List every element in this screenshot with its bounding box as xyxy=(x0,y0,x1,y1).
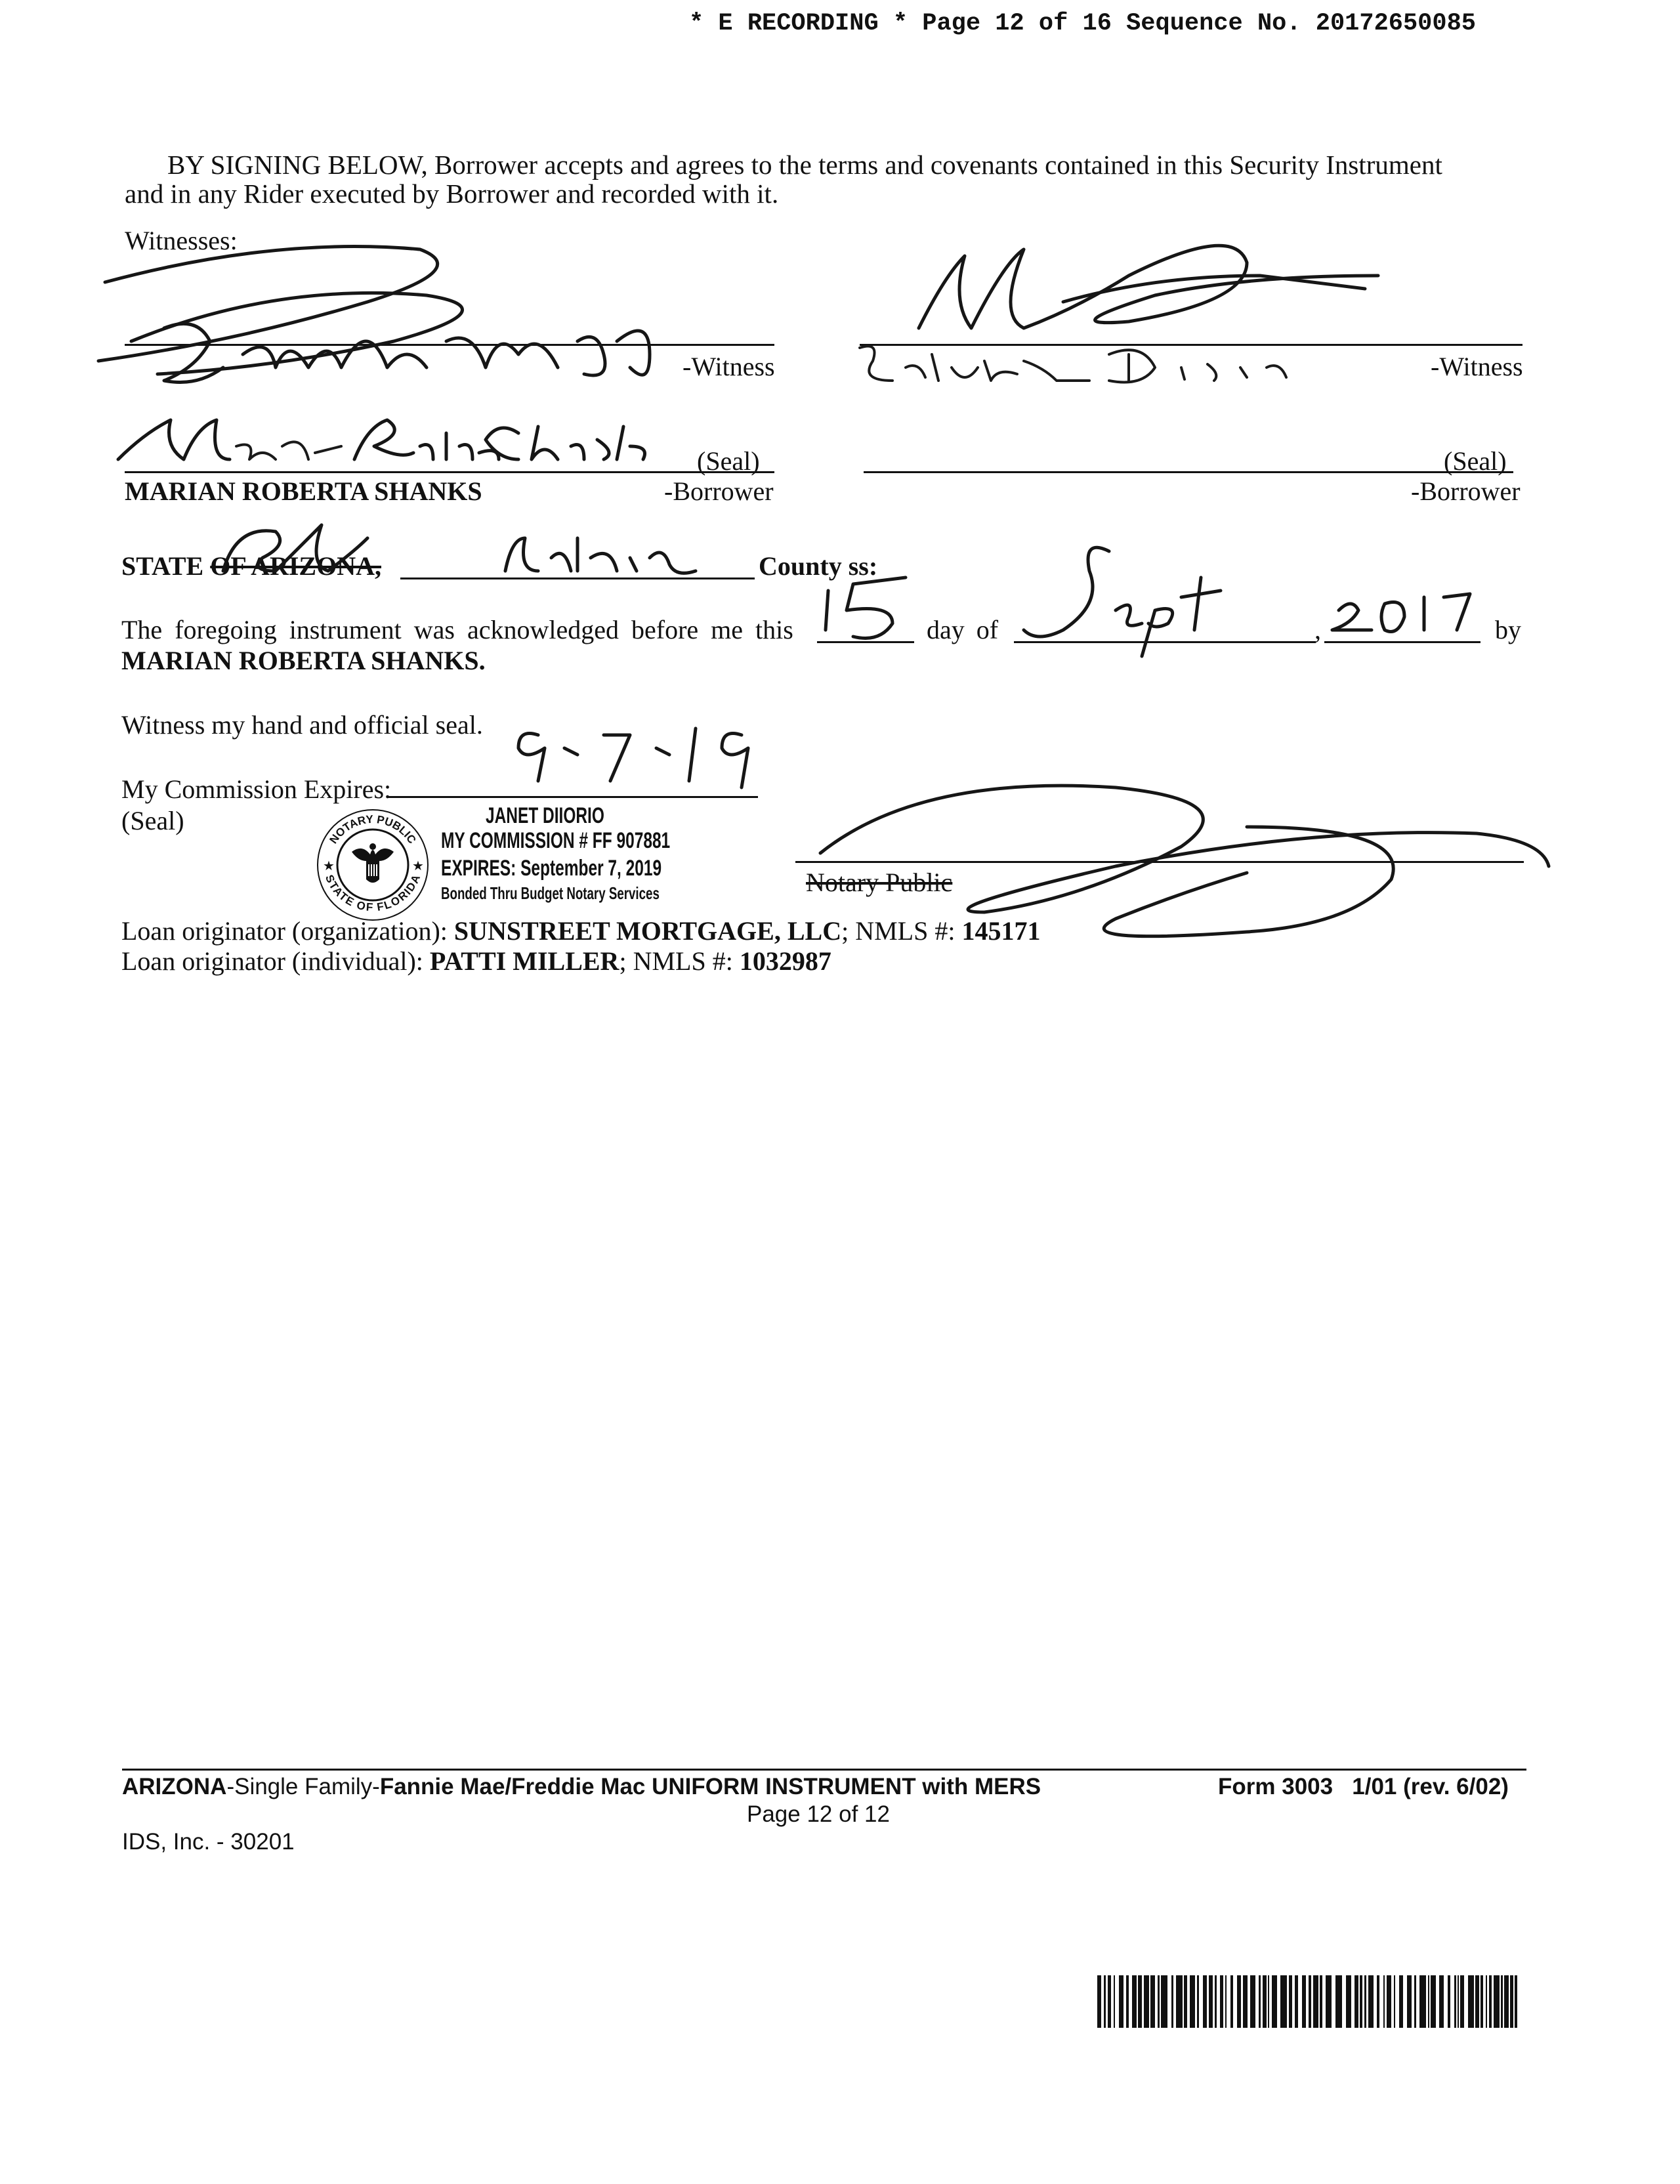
svg-text:★: ★ xyxy=(412,859,424,873)
org-nmls: 145171 xyxy=(961,916,1041,946)
barcode-bar xyxy=(1237,1975,1241,2028)
barcode-bar xyxy=(1458,1975,1459,2028)
footer-instrument: Fannie Mae/Freddie Mac UNIFORM INSTRUMENT with MERS xyxy=(379,1774,1041,1799)
stamp-commission: MY COMMISSION # FF 907881 xyxy=(441,828,671,853)
acknowledged-name: MARIAN ROBERTA SHANKS. xyxy=(121,646,486,675)
barcode-bar xyxy=(1480,1975,1483,2028)
day-of-text: day of xyxy=(927,615,999,644)
barcode-bar xyxy=(1184,1975,1187,2028)
barcode-bar xyxy=(1494,1975,1500,2028)
barcode-bar xyxy=(1150,1975,1155,2028)
barcode-bar xyxy=(1097,1975,1101,2028)
svg-text:★: ★ xyxy=(323,859,335,873)
barcode-bar xyxy=(1144,1975,1149,2028)
stamp-expires: EXPIRES: September 7, 2019 xyxy=(441,856,662,881)
ind-nmls-label: ; NMLS #: xyxy=(619,946,740,976)
borrower-seal-right: (Seal) xyxy=(1444,446,1507,476)
commission-expires-label: My Commission Expires: xyxy=(121,774,392,804)
barcode-bar xyxy=(1158,1975,1160,2028)
handwritten-day xyxy=(826,578,906,639)
barcode-bar xyxy=(1354,1975,1358,2028)
barcode-bar xyxy=(1114,1975,1115,2028)
witness-hand-text: Witness my hand and official seal. xyxy=(121,710,483,740)
by-text: by xyxy=(1495,615,1521,644)
barcode-bar xyxy=(1460,1975,1464,2028)
barcode-bar xyxy=(1243,1975,1248,2028)
barcode-bar xyxy=(1414,1975,1416,2028)
footer-state: ARIZONA xyxy=(122,1774,227,1799)
borrower-label-left: -Borrower xyxy=(664,476,774,506)
barcode-bar xyxy=(1313,1975,1318,2028)
footer-rule xyxy=(122,1769,1526,1771)
barcode-bar xyxy=(1326,1975,1332,2028)
barcode-bar xyxy=(1407,1975,1412,2028)
barcode-bar xyxy=(1468,1975,1474,2028)
witness-label-right: -Witness xyxy=(1431,352,1523,381)
witness-1-signature xyxy=(98,247,650,383)
barcode-bar xyxy=(1302,1975,1306,2028)
recording-header: * E RECORDING * Page 12 of 16 Sequence No. 20172650085 xyxy=(689,10,1476,37)
barcode-bar xyxy=(1215,1975,1217,2028)
barcode-bar xyxy=(1104,1975,1106,2028)
barcode-bar xyxy=(1510,1975,1513,2028)
barcode-bar xyxy=(1161,1975,1167,2028)
notary-signature xyxy=(820,786,1549,936)
barcode-bar xyxy=(1171,1975,1173,2028)
barcode-bar xyxy=(1489,1975,1492,2028)
notary-public-label: Notary Public xyxy=(806,868,953,897)
barcode-bar xyxy=(1501,1975,1503,2028)
barcode-bar xyxy=(1197,1975,1199,2028)
barcode-bar xyxy=(1335,1975,1342,2028)
ind-nmls: 1032987 xyxy=(739,946,831,976)
barcode-bar xyxy=(1428,1975,1429,2028)
barcode-bar xyxy=(1486,1975,1487,2028)
barcode-bar xyxy=(1225,1975,1227,2028)
borrower-name: MARIAN ROBERTA SHANKS xyxy=(125,476,482,506)
barcode-bar xyxy=(1230,1975,1233,2028)
ind-name: PATTI MILLER xyxy=(429,946,620,976)
ind-label: Loan originator (individual): xyxy=(121,946,430,976)
state-struck: OF ARIZONA, xyxy=(210,551,381,581)
barcode-bar xyxy=(1360,1975,1362,2028)
barcode-bar xyxy=(1377,1975,1379,2028)
comma-text: , xyxy=(1314,615,1321,644)
barcode-bar xyxy=(1346,1975,1351,2028)
handwritten-month xyxy=(1024,547,1221,656)
intro-line-2: and in any Rider executed by Borrower and recorded with it. xyxy=(125,178,779,209)
seal-bottom-text: STATE OF FLORIDA xyxy=(322,873,423,914)
barcode-bar xyxy=(1295,1975,1298,2028)
seal-top-text: NOTARY PUBLIC xyxy=(327,812,419,847)
borrower-label-right: -Borrower xyxy=(1411,476,1521,506)
barcode-bar xyxy=(1387,1975,1391,2028)
org-name: SUNSTREET MORTGAGE, LLC xyxy=(453,916,842,946)
barcode-bar xyxy=(1108,1975,1111,2028)
acknowledged-text: The foregoing instrument was acknowledged before me this xyxy=(121,615,793,644)
barcode-bar xyxy=(1209,1975,1213,2028)
barcode-bar xyxy=(1399,1975,1403,2028)
barcode-bar xyxy=(1126,1975,1129,2028)
barcode-bar xyxy=(1289,1975,1292,2028)
barcode-bar xyxy=(1383,1975,1385,2028)
barcode-bar xyxy=(1504,1975,1509,2028)
footer-ids: IDS, Inc. - 30201 xyxy=(122,1829,295,1855)
witness-label-left: -Witness xyxy=(682,352,775,381)
barcode-bar xyxy=(1268,1975,1269,2028)
barcode-bar xyxy=(1439,1975,1444,2028)
barcode-bar xyxy=(1119,1975,1124,2028)
barcode-bar xyxy=(1259,1975,1261,2028)
barcode-bar xyxy=(1263,1975,1267,2028)
barcode-bar xyxy=(1419,1975,1426,2028)
borrower-signature xyxy=(118,420,645,459)
state-prefix: STATE xyxy=(121,551,211,581)
footer-form: Form 3003 1/01 (rev. 6/02) xyxy=(1218,1774,1509,1799)
stamp-bonded: Bonded Thru Budget Notary Services xyxy=(441,883,660,903)
barcode-bar xyxy=(1431,1975,1436,2028)
notary-seal-label: (Seal) xyxy=(121,806,184,835)
footer-single-family: -Single Family- xyxy=(226,1774,380,1799)
barcode-bar xyxy=(1272,1975,1277,2028)
witnesses-heading: Witnesses: xyxy=(125,226,238,255)
barcode-bar xyxy=(1280,1975,1287,2028)
barcode-bar xyxy=(1176,1975,1183,2028)
footer-title xyxy=(122,1773,1041,1801)
handwritten-year xyxy=(1332,594,1470,632)
intro-line-1: BY SIGNING BELOW, Borrower accepts and agrees to the terms and covenants contained in this Security Instrument xyxy=(167,150,1442,180)
barcode-bar xyxy=(1364,1975,1366,2028)
handwritten-expiry xyxy=(518,728,748,788)
barcode-bar xyxy=(1190,1975,1195,2028)
barcode-bar xyxy=(1250,1975,1255,2028)
barcode-bar xyxy=(1138,1975,1142,2028)
org-label: Loan originator (organization): xyxy=(121,916,454,946)
borrower-seal-left: (Seal) xyxy=(697,446,760,476)
barcode-bar xyxy=(1203,1975,1207,2028)
witness-2-signature xyxy=(860,245,1378,382)
barcode-bar xyxy=(1320,1975,1322,2028)
barcode-bar xyxy=(1368,1975,1374,2028)
barcode-bar xyxy=(1394,1975,1395,2028)
barcode-bar xyxy=(1309,1975,1311,2028)
barcode-bar xyxy=(1448,1975,1450,2028)
county-label: County ss: xyxy=(759,551,878,581)
org-nmls-label: ; NMLS #: xyxy=(841,916,962,946)
footer-page: Page 12 of 12 xyxy=(747,1801,890,1827)
county-handwriting xyxy=(223,525,696,573)
barcode-bar xyxy=(1220,1975,1223,2028)
stamp-name: JANET DIIORIO xyxy=(486,803,604,828)
barcode-bar xyxy=(1475,1975,1479,2028)
barcode-bar xyxy=(1454,1975,1456,2028)
barcode-bar xyxy=(1515,1975,1517,2028)
handwriting-overlay xyxy=(0,0,1680,984)
barcode-bar xyxy=(1132,1975,1137,2028)
barcode-icon xyxy=(1097,1975,1524,2028)
